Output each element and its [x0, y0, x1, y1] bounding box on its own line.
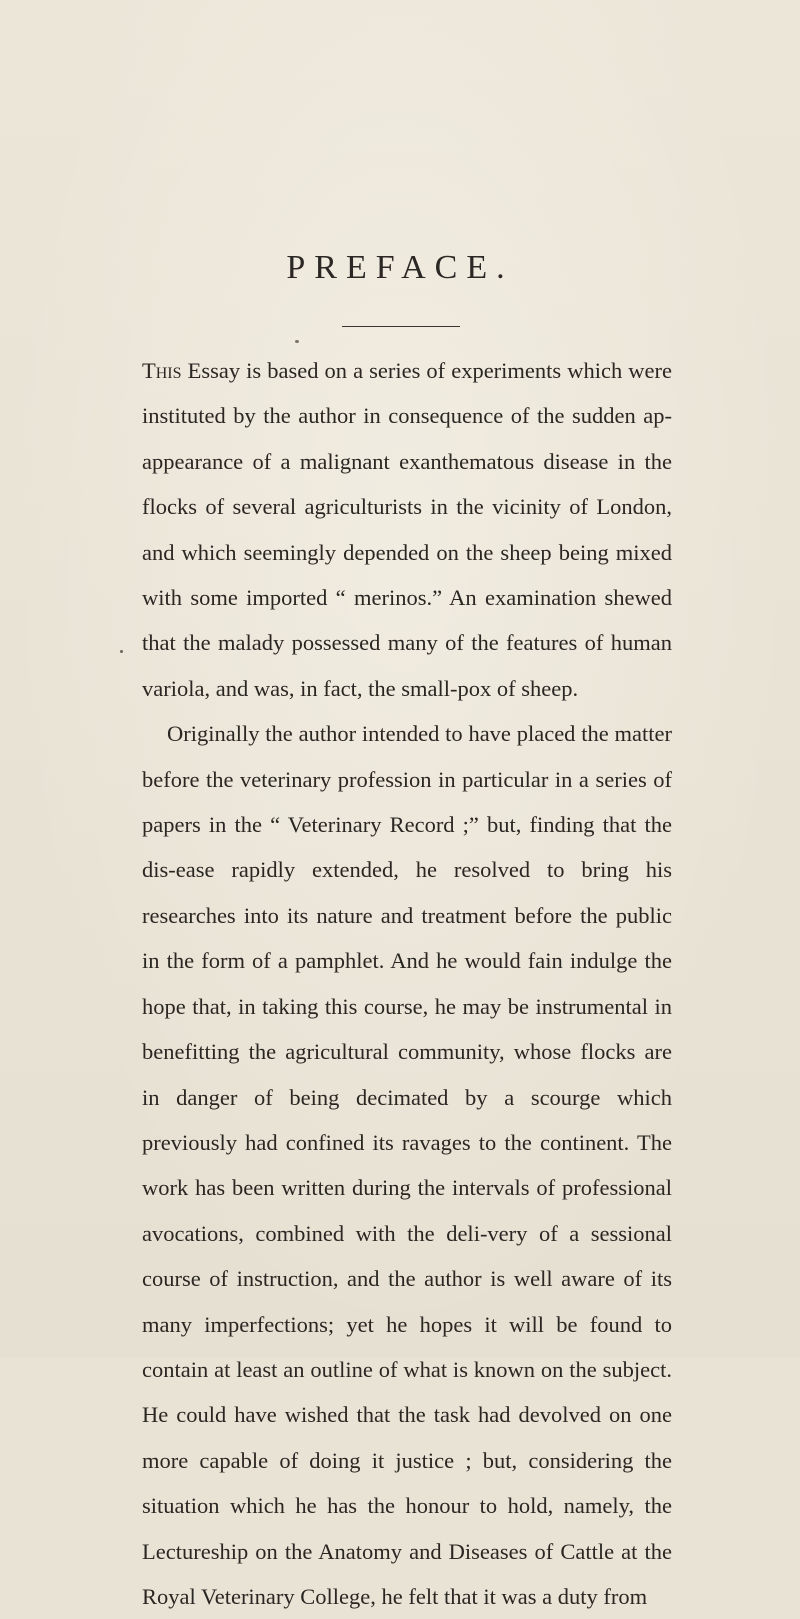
ink-speck [295, 340, 299, 343]
ink-speck [120, 650, 123, 653]
preface-body [142, 348, 672, 1619]
paragraph-lead-word: This [142, 358, 182, 383]
paragraph-2 [142, 711, 672, 1619]
title-rule [342, 326, 460, 327]
page-title: PREFACE. [286, 249, 514, 286]
paragraph-1 [142, 348, 672, 711]
paragraph-text: Originally the author intended to have placed the matter before the veterinary profession in particular in a series of papers in the “ Veterinary Record ;” but, finding that the dis-ease rapidly extended, he resolved to bring his researches into its nature and treatment before the public in the form of a pamphlet. And he would fain indulge the hope that, in taking this course, he may be instrumental in benefitting the agricultural community, whose flocks are in danger of being decimated by a scourge which previously had confined its ravages to the continent. The work has been written during the intervals of professional avocations, combined with the deli-very of a sessional course of instruction, and the author is well aware of its many imperfections; yet he hopes it will be found to contain at least an outline of what is known on the subject. He could have wished that the task had devolved on one more capable of doing it justice ; but, considering the situation which he has the honour to hold, namely, the Lectureship on the Anatomy and Diseases of Cattle at the Royal Veterinary College, he felt that it was a duty from [142, 721, 672, 1609]
paragraph-text: Essay is based on a series of experiments which were instituted by the author in consequence of the sudden ap-appearance of a malignant exanthematous disease in the flocks of several agriculturists in the vicinity of London, and which seemingly depended on the sheep being mixed with some imported “ merinos.” An examination shewed that the malady possessed many of the features of human variola, and was, in fact, the small-pox of sheep. [142, 358, 672, 701]
